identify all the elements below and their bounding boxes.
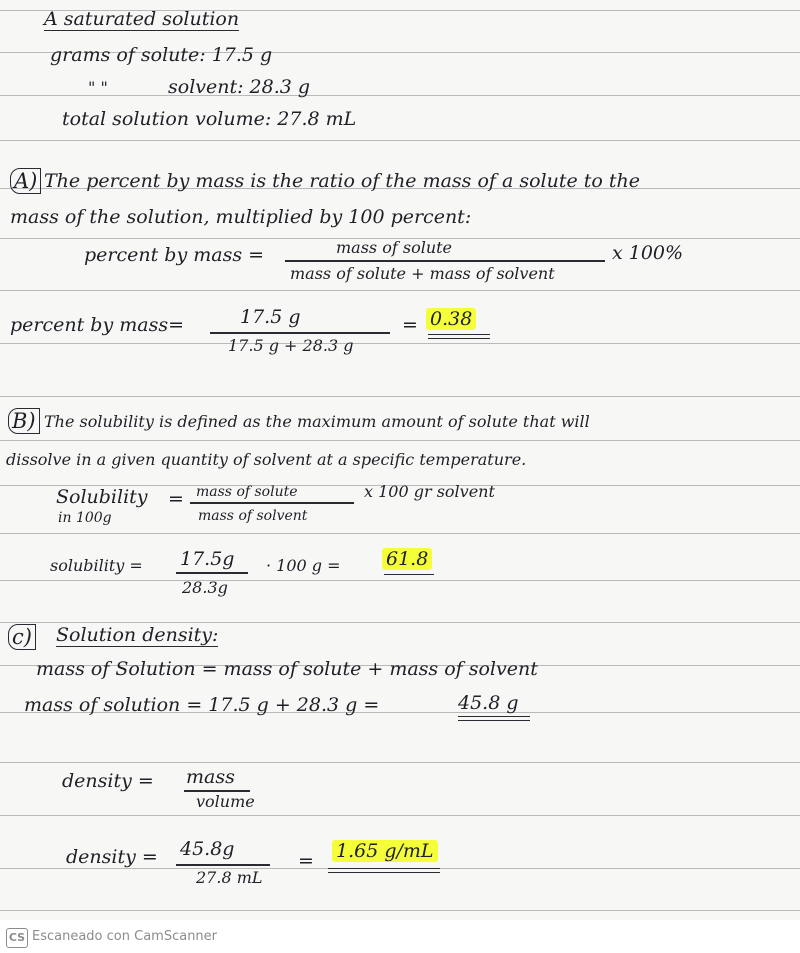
- solubility-calc-numerator: 17.5g: [180, 548, 235, 570]
- solubility-calc-multiplier: · 100 g =: [266, 556, 341, 575]
- equals-sign: =: [402, 314, 418, 336]
- scanner-footer: [0, 920, 800, 953]
- ruled-line: [0, 95, 800, 96]
- solubility-multiplier: x 100 gr solvent: [364, 482, 495, 501]
- ruled-line: [0, 343, 800, 344]
- ruled-line: [0, 580, 800, 581]
- solubility-denominator: mass of solvent: [198, 508, 308, 524]
- density-calc-numerator: 45.8g: [180, 838, 235, 860]
- ruled-line: [0, 396, 800, 397]
- answer-highlight: 0.38: [426, 308, 476, 330]
- answer-percent-by-mass: [426, 308, 476, 330]
- fraction-bar: [176, 572, 248, 574]
- ruled-line: [0, 910, 800, 911]
- part-b-label: B): [8, 408, 40, 434]
- mass-of-solution-answer: 45.8 g: [458, 692, 519, 714]
- answer-highlight: 1.65 g/mL: [332, 840, 438, 862]
- fraction-bar: [210, 332, 390, 334]
- solubility-numerator: mass of solute: [196, 484, 298, 500]
- mass-of-solution-definition: mass of Solution = mass of solute + mass of solvent: [36, 658, 538, 680]
- density-calc-denominator: 27.8 mL: [196, 868, 263, 887]
- formula-numerator: mass of solute: [336, 238, 453, 257]
- formula-denominator: mass of solute + mass of solvent: [290, 264, 555, 283]
- answer-highlight: 61.8: [382, 548, 432, 570]
- double-underline: [328, 868, 440, 869]
- part-a-definition-line-1: The percent by mass is the ratio of the mass of a solute to the: [44, 170, 641, 192]
- fraction-bar: [176, 864, 270, 866]
- solubility-sub-label: in 100g: [58, 510, 112, 526]
- fraction-bar: [285, 260, 605, 262]
- equals-sign: =: [168, 488, 184, 510]
- double-underline: [428, 338, 490, 339]
- density-numerator: mass: [186, 766, 235, 788]
- grams-of-solute: grams of solute: 17.5 g: [50, 44, 273, 66]
- ruled-line: [0, 140, 800, 141]
- calc-denominator: 17.5 g + 28.3 g: [228, 336, 354, 355]
- equals-sign: =: [298, 850, 314, 872]
- solubility-calc-label: solubility =: [50, 556, 143, 575]
- part-a-label: A): [10, 168, 41, 194]
- density-calc-label: density =: [66, 846, 158, 868]
- double-underline: [384, 574, 434, 575]
- part-a-definition-line-2: mass of the solution, multiplied by 100 percent:: [10, 206, 472, 228]
- double-underline: [428, 334, 490, 335]
- camscanner-watermark: Escaneado con CamScanner: [32, 929, 218, 944]
- calc-numerator: 17.5 g: [240, 306, 301, 328]
- camscanner-logo-icon: CS: [6, 928, 28, 948]
- answer-density: [332, 840, 438, 862]
- part-b-definition-line-1: The solubility is defined as the maximum amount of solute that will: [44, 412, 590, 431]
- density-label: density =: [62, 770, 154, 792]
- grams-of-solvent: solvent: 28.3 g: [168, 76, 311, 98]
- density-denominator: volume: [196, 792, 255, 811]
- mass-of-solution-calc: mass of solution = 17.5 g + 28.3 g =: [24, 694, 380, 716]
- double-underline: [458, 716, 530, 717]
- ruled-line: [0, 440, 800, 441]
- header-title: A saturated solution: [44, 8, 240, 30]
- answer-solubility: [382, 548, 432, 570]
- double-underline: [458, 720, 530, 721]
- solubility-calc-denominator: 28.3g: [182, 578, 228, 597]
- double-underline: [328, 872, 440, 873]
- ditto-marks: " ": [88, 78, 108, 97]
- formula-multiplier: x 100%: [612, 242, 684, 264]
- total-solution-volume: total solution volume: 27.8 mL: [62, 108, 357, 130]
- percent-by-mass-calc-label: percent by mass=: [10, 314, 184, 336]
- ruled-line: [0, 533, 800, 534]
- solubility-label: Solubility: [56, 486, 148, 508]
- percent-by-mass-label: percent by mass =: [84, 244, 265, 266]
- ruled-line: [0, 762, 800, 763]
- part-b-definition-line-2: dissolve in a given quantity of solvent at a specific temperature.: [6, 450, 527, 469]
- part-c-title: Solution density:: [56, 624, 219, 646]
- ruled-line: [0, 815, 800, 816]
- part-c-label: c): [8, 624, 36, 650]
- ruled-line: [0, 290, 800, 291]
- ruled-line: [0, 622, 800, 623]
- fraction-bar: [190, 502, 354, 504]
